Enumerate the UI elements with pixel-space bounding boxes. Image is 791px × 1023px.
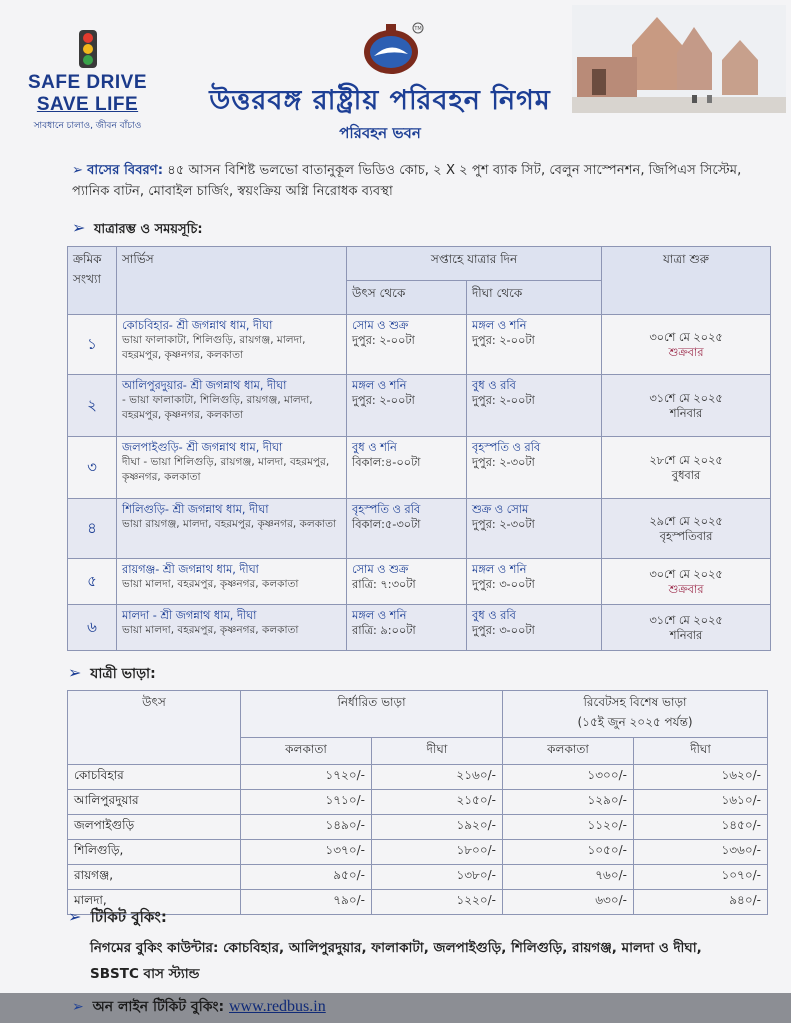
table-row <box>68 865 768 890</box>
route-via: দীঘা - ভায়া শিলিগুড়ি, রায়গঞ্জ, মালদা, বহরমপুর, কৃষ্ণনগর, কলকাতা <box>122 456 330 483</box>
col-start: যাত্রা শুরু <box>602 247 771 315</box>
origin-days: বুধ ও শনি <box>352 441 397 454</box>
start-day: শনিবার <box>669 406 703 420</box>
digha-time: দুপুর: ২-৩০টা <box>472 456 535 469</box>
digha-days: মঙ্গল ও শনি <box>472 563 527 576</box>
fare-value: ১৯২০/- <box>372 815 503 840</box>
row-number: ৫ <box>68 559 117 605</box>
origin-days: বৃহস্পতি ও রবি <box>352 503 421 516</box>
fare-value: ১৬২০/- <box>634 765 768 790</box>
origin-days: মঙ্গল ও শনি <box>352 379 407 392</box>
start-date: ৩১শে মে ২০২৫ <box>649 391 723 405</box>
fare-value: ৭৯০/- <box>241 890 372 915</box>
col-fixed-kolkata: কলকাতা <box>241 738 372 765</box>
route-title: কোচবিহার- শ্রী জগন্নাথ ধাম, দীঘা <box>122 319 273 332</box>
online-booking-label: অন লাইন টিকিট বুকিং: <box>92 999 225 1015</box>
fare-origin: জলপাইগুড়ি <box>68 815 241 840</box>
fare-value: ১৬১০/- <box>634 790 768 815</box>
fare-table <box>67 690 768 915</box>
bus-details <box>72 160 772 202</box>
fare-heading: যাত্রী ভাড়া: <box>90 666 156 682</box>
fare-origin: রায়গঞ্জ, <box>68 865 241 890</box>
fare-origin: আলিপুরদুয়ার <box>68 790 241 815</box>
origin-time: রাত্রি: ৯:০০টা <box>352 624 416 637</box>
table-row <box>68 499 771 559</box>
route-via: ভায়া মালদা, বহরমপুর, কৃষ্ণনগর, কলকাতা <box>122 578 299 590</box>
schedule-heading: যাত্রারম্ভ ও সময়সূচি: <box>93 222 203 237</box>
fare-origin: কোচবিহার <box>68 765 241 790</box>
route-title: শিলিগুড়ি- শ্রী জগন্নাথ ধাম, দীঘা <box>122 503 269 516</box>
fare-value: ১৩৮০/- <box>372 865 503 890</box>
digha-days: বৃহস্পতি ও রবি <box>472 441 541 454</box>
start-date: ৩১শে মে ২০২৫ <box>649 613 723 627</box>
digha-time: দুপুর: ২-৩০টা <box>472 518 535 531</box>
col-special-fare <box>503 691 768 738</box>
route-title: জলপাইগুড়ি- শ্রী জগন্নাথ ধাম, দীঘা <box>122 441 283 454</box>
origin-time: দুপুর: ২-০০টা <box>352 334 415 347</box>
page-subtitle: পরিবহন ভবন <box>339 124 421 142</box>
route-title: রায়গঞ্জ- শ্রী জগন্নাথ ধাম, দীঘা <box>122 563 259 576</box>
online-booking <box>72 995 326 1019</box>
start-date: ৩০শে মে ২০২৫ <box>649 330 723 344</box>
route-via: ভায়া মালদা, বহরমপুর, কৃষ্ণনগর, কলকাতা <box>122 624 299 636</box>
ticket-booking-heading: টিকিট বুকিং: <box>90 908 167 926</box>
ticket-booking-text: নিগমের বুকিং কাউন্টার: কোচবিহার, আলিপুরদুয়ার, ফালাকাটা, জলপাইগুড়ি, শিলিগুড়ি, রায়গঞ্জ, মালদা ও দীঘা, SBSTC বাস স্ট্যান্ড <box>90 940 702 982</box>
origin-days: সোম ও শুক্র <box>352 319 409 332</box>
fare-value: ১০৫০/- <box>503 840 634 865</box>
digha-time: দুপুর: ৩-০০টা <box>472 624 535 637</box>
schedule-heading-block <box>72 218 203 241</box>
table-row <box>68 840 768 865</box>
arrow-icon: ➢ <box>68 907 82 926</box>
col-from-digha: দীঘা থেকে <box>467 281 602 315</box>
origin-time: বিকাল:৪-০০টা <box>352 456 421 469</box>
online-booking-link[interactable]: www.redbus.in <box>229 998 326 1015</box>
start-date: ২৯শে মে ২০২৫ <box>649 514 723 528</box>
start-date: ৩০শে মে ২০২৫ <box>649 567 723 581</box>
col-from-origin: উৎস থেকে <box>347 281 467 315</box>
arrow-icon: ➢ <box>68 663 82 682</box>
fare-value: ১৭২০/- <box>241 765 372 790</box>
fare-value: ১১২০/- <box>503 815 634 840</box>
route-via: ভায়া ফালাকাটা, শিলিগুড়ি, রায়গঞ্জ, মালদা, বহরমপুর, কৃষ্ণনগর, কলকাতা <box>122 334 306 361</box>
page-title: উত্তরবঙ্গ রাষ্ট্রীয় পরিবহন নিগম <box>209 85 551 116</box>
fare-value: ৬৩০/- <box>503 890 634 915</box>
col-special-title: রিবেটসহ বিশেষ ভাড়া <box>583 695 687 709</box>
col-serial: ক্রমিক সংখ্যা <box>68 247 117 315</box>
digha-time: দুপুর: ৩-০০টা <box>472 578 535 591</box>
row-number: ৩ <box>68 437 117 499</box>
start-day: বৃহস্পতিবার <box>659 529 713 543</box>
digha-days: বুধ ও রবি <box>472 379 516 392</box>
digha-time: দুপুর: ২-০০টা <box>472 334 535 347</box>
origin-days: সোম ও শুক্র <box>352 563 409 576</box>
col-origin: উৎস <box>68 691 241 765</box>
fare-origin: মালদা, <box>68 890 241 915</box>
row-number: ৪ <box>68 499 117 559</box>
table-row <box>68 375 771 437</box>
table-row <box>68 790 768 815</box>
table-row <box>68 890 768 915</box>
logo-line1: SAFE DRIVE <box>27 72 148 93</box>
fare-value: ২১৫০/- <box>372 790 503 815</box>
row-number: ১ <box>68 315 117 375</box>
table-row <box>68 815 768 840</box>
route-title: মালদা - শ্রী জগন্নাথ ধাম, দীঘা <box>122 609 257 622</box>
start-date: ২৮শে মে ২০২৫ <box>649 453 723 467</box>
start-day: বুধবার <box>671 468 701 482</box>
ticket-booking-heading-block <box>68 906 167 931</box>
svg-text:TM: TM <box>414 26 422 32</box>
col-service: সার্ভিস <box>117 247 347 315</box>
fare-value: ১৩৬০/- <box>634 840 768 865</box>
bus-details-text: ৪৫ আসন বিশিষ্ট ভলভো বাতানুকূল ভিডিও কোচ, ২ X ২ পুশ ব্যাক সিট, বেলুন সাস্পেনশন, জিপিএস সিস্টেম, প্যানিক বাটন, মোবাইল চার্জিং, স্বয়ংক্রিয় অগ্নি নিরোধক ব্যবস্থা <box>72 163 742 199</box>
origin-days: মঙ্গল ও শনি <box>352 609 407 622</box>
row-number: ২ <box>68 375 117 437</box>
fare-value: ১৩০০/- <box>503 765 634 790</box>
fare-origin: শিলিগুড়ি, <box>68 840 241 865</box>
start-day: শুক্রবার <box>668 582 704 596</box>
nbstc-emblem-icon <box>360 20 426 78</box>
digha-days: বুধ ও রবি <box>472 609 516 622</box>
schedule-table <box>67 246 771 651</box>
col-fixed-fare: নির্ধারিত ভাড়া <box>241 691 503 738</box>
logo-line2: SAVE LIFE <box>36 94 139 115</box>
fare-value: ১০৭০/- <box>634 865 768 890</box>
table-row <box>68 559 771 605</box>
table-row <box>68 437 771 499</box>
col-fixed-digha: দীঘা <box>372 738 503 765</box>
route-via: - ভায়া ফালাকাটা, শিলিগুড়ি, রায়গঞ্জ, মালদা, বহরমপুর, কৃষ্ণনগর, কলকাতা <box>122 394 313 421</box>
digha-days: শুক্র ও সোম <box>472 503 529 516</box>
route-via: ভায়া রায়গঞ্জ, মালদা, বহরমপুর, কৃষ্ণনগর, কলকাতা <box>122 518 336 530</box>
bus-details-label: বাসের বিবরণ: <box>87 163 164 178</box>
fare-value: ১৮০০/- <box>372 840 503 865</box>
digha-days: মঙ্গল ও শনি <box>472 319 527 332</box>
logo-tagline: সাবধানে চালাও, জীবন বাঁচাও <box>33 121 142 131</box>
col-special-digha: দীঘা <box>634 738 768 765</box>
arrow-icon: ➢ <box>72 999 84 1015</box>
table-row <box>68 315 771 375</box>
fare-value: ৭৬০/- <box>503 865 634 890</box>
start-day: শুক্রবার <box>668 345 704 359</box>
col-days: সপ্তাহে যাত্রার দিন <box>347 247 602 281</box>
traffic-light-icon <box>79 30 97 68</box>
table-row <box>68 765 768 790</box>
fare-value: ১২২০/- <box>372 890 503 915</box>
fare-heading-block <box>68 662 156 686</box>
fare-value: ২১৬০/- <box>372 765 503 790</box>
fare-value: ১৪৫০/- <box>634 815 768 840</box>
origin-time: বিকাল:৫-৩০টা <box>352 518 421 531</box>
col-special-kolkata: কলকাতা <box>503 738 634 765</box>
route-title: আলিপুরদুয়ার- শ্রী জগন্নাথ ধাম, দীঘা <box>122 379 287 392</box>
temple-image <box>572 5 786 113</box>
arrow-icon: ➢ <box>72 218 86 237</box>
fare-value: ৯৫০/- <box>241 865 372 890</box>
fare-value: ১৪৯০/- <box>241 815 372 840</box>
origin-time: রাত্রি: ৭:৩০টা <box>352 578 416 591</box>
digha-time: দুপুর: ২-০০টা <box>472 394 535 407</box>
start-day: শনিবার <box>669 628 703 642</box>
table-row <box>68 605 771 651</box>
fare-value: ৯৪০/- <box>634 890 768 915</box>
fare-value: ১৩৭০/- <box>241 840 372 865</box>
safe-drive-logo <box>20 30 155 133</box>
col-special-note: (১৫ই জুন ২০২৫ পর্যন্ত) <box>577 715 693 729</box>
fare-value: ১২৯০/- <box>503 790 634 815</box>
origin-time: দুপুর: ২-০০টা <box>352 394 415 407</box>
arrow-icon: ➢ <box>72 163 84 178</box>
fare-value: ১৭১০/- <box>241 790 372 815</box>
row-number: ৬ <box>68 605 117 651</box>
